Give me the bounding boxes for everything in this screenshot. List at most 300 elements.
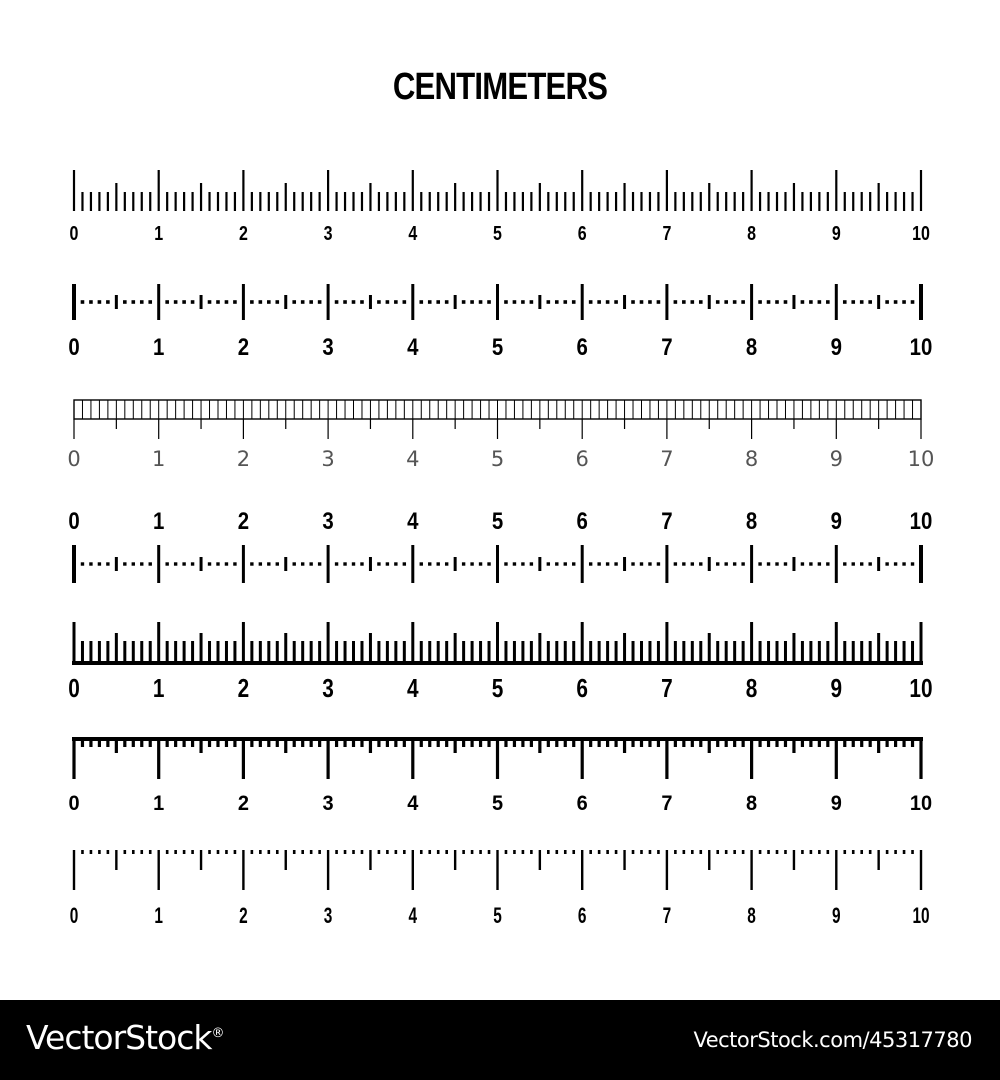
dot-tick <box>166 850 169 854</box>
tick-label: 3 <box>323 222 333 245</box>
dot-tick <box>640 562 643 565</box>
dot-tick <box>131 300 135 304</box>
dot-tick <box>89 300 93 304</box>
dot-tick <box>309 300 313 304</box>
dot-tick <box>784 300 788 304</box>
dot-tick <box>860 850 863 854</box>
dot-tick <box>233 300 237 304</box>
tick-label: 0 <box>68 791 80 816</box>
dot-tick <box>268 850 271 854</box>
dot-tick <box>902 300 906 304</box>
dot-tick <box>394 300 398 304</box>
dot-tick <box>182 562 185 565</box>
tick-label: 7 <box>661 673 673 703</box>
dot-tick <box>479 562 482 565</box>
ruler-dotted-bold-ends <box>68 284 932 360</box>
tick-label: 6 <box>575 447 589 471</box>
dot-tick <box>699 850 702 854</box>
dot-tick <box>445 562 448 565</box>
dot-tick <box>174 850 177 854</box>
dot-tick <box>843 850 846 854</box>
dot-tick <box>216 562 219 565</box>
dot-tick <box>318 562 321 565</box>
dot-tick <box>860 300 864 304</box>
dot-tick <box>352 562 355 565</box>
dot-tick <box>191 562 194 565</box>
dot-tick <box>165 300 169 304</box>
dot-tick <box>682 562 685 565</box>
dot-tick <box>140 300 144 304</box>
dot-tick <box>640 850 643 854</box>
tick-label: 2 <box>237 507 250 535</box>
tick-label: 10 <box>909 791 933 816</box>
dot-tick <box>208 850 211 854</box>
dot-tick <box>860 562 863 565</box>
dot-tick <box>250 562 253 565</box>
dot-tick <box>648 300 652 304</box>
tick-label: 4 <box>408 904 418 929</box>
dot-tick <box>234 850 237 854</box>
dot-tick <box>597 562 600 565</box>
tick-label: 1 <box>153 333 165 361</box>
dot-tick <box>868 562 871 565</box>
dot-tick <box>513 300 517 304</box>
dot-tick <box>885 300 889 304</box>
tick-label: 10 <box>909 333 933 361</box>
brand-logo <box>26 1018 224 1057</box>
tick-label: 5 <box>493 904 502 929</box>
dot-tick <box>148 300 152 304</box>
dot-tick <box>437 562 440 565</box>
tick-label: 6 <box>576 507 588 535</box>
dot-tick <box>276 562 279 565</box>
dot-tick <box>775 562 778 565</box>
dot-tick <box>267 562 270 565</box>
tick-label: 7 <box>662 904 672 929</box>
dot-tick <box>555 850 558 854</box>
dot-tick <box>911 300 915 304</box>
dot-tick <box>335 850 338 854</box>
dot-tick <box>513 562 516 565</box>
tick-label: 3 <box>323 904 333 929</box>
tick-label: 0 <box>68 673 80 703</box>
dot-tick <box>90 850 93 854</box>
dot-tick <box>360 300 364 304</box>
dot-tick <box>140 850 143 854</box>
dot-tick <box>81 562 84 565</box>
dot-tick <box>208 562 211 565</box>
tick-label: 8 <box>747 904 756 929</box>
dot-tick <box>208 300 212 304</box>
dot-tick <box>301 562 304 565</box>
dot-tick <box>903 850 906 854</box>
tick-label: 5 <box>491 791 504 816</box>
tick-label: 5 <box>491 673 504 703</box>
dot-tick <box>81 850 84 854</box>
dot-tick <box>420 562 423 565</box>
dot-tick <box>250 300 254 304</box>
tick-label: 8 <box>744 447 759 471</box>
dot-tick <box>182 300 186 304</box>
dot-tick <box>699 300 703 304</box>
dot-tick <box>758 300 762 304</box>
tick-label: 1 <box>153 791 165 816</box>
dot-tick <box>911 562 914 565</box>
dot-tick <box>301 850 304 854</box>
dot-tick <box>759 850 762 854</box>
tick-label: 2 <box>237 791 249 816</box>
dot-tick <box>657 562 660 565</box>
dot-tick <box>470 562 473 565</box>
tick-label: 9 <box>830 673 843 703</box>
dot-tick <box>344 850 347 854</box>
dot-tick <box>140 562 143 565</box>
tick-label: 8 <box>745 673 758 703</box>
dot-tick <box>394 562 397 565</box>
dot-tick <box>767 562 770 565</box>
dot-tick <box>403 300 407 304</box>
dot-tick <box>614 562 617 565</box>
dot-tick <box>801 300 805 304</box>
dot-tick <box>521 562 524 565</box>
dot-tick <box>216 300 220 304</box>
dot-tick <box>318 850 321 854</box>
brand-name: VectorStock <box>26 1018 212 1057</box>
tick-label: 8 <box>746 791 758 816</box>
dot-tick <box>505 850 508 854</box>
dot-tick <box>614 300 618 304</box>
dot-tick <box>386 850 389 854</box>
dot-tick <box>869 850 872 854</box>
dot-tick <box>563 300 567 304</box>
dot-tick <box>293 850 296 854</box>
page-title: CENTIMETERS <box>392 66 608 108</box>
dot-tick <box>191 850 194 854</box>
dot-tick <box>343 562 346 565</box>
dot-tick <box>521 300 525 304</box>
dot-tick <box>428 300 432 304</box>
dot-tick <box>225 562 228 565</box>
dot-tick <box>530 562 533 565</box>
dot-tick <box>267 300 271 304</box>
dot-tick <box>809 300 813 304</box>
dot-tick <box>826 562 829 565</box>
dot-tick <box>631 300 635 304</box>
tick-label: 2 <box>236 447 251 471</box>
dot-tick <box>343 300 347 304</box>
tick-label: 8 <box>747 222 757 245</box>
dot-tick <box>259 850 262 854</box>
dot-tick <box>309 562 312 565</box>
tick-label: 3 <box>322 673 334 703</box>
dot-tick <box>598 850 601 854</box>
dot-tick <box>395 850 398 854</box>
dot-tick <box>530 850 533 854</box>
dot-tick <box>293 562 296 565</box>
tick-label: 7 <box>661 507 673 535</box>
dot-tick <box>445 300 449 304</box>
tick-label: 5 <box>490 447 505 471</box>
dot-tick <box>386 562 389 565</box>
tick-label: 9 <box>831 222 841 245</box>
dot-tick <box>741 300 745 304</box>
tick-label: 10 <box>912 222 930 245</box>
dot-tick <box>106 562 109 565</box>
dot-tick <box>487 300 491 304</box>
tick-label: 10 <box>909 673 933 703</box>
dot-tick <box>547 562 550 565</box>
tick-label: 4 <box>407 507 419 535</box>
dot-tick <box>547 300 551 304</box>
tick-label: 2 <box>239 904 248 929</box>
dot-tick <box>292 300 296 304</box>
tick-label: 4 <box>407 791 419 816</box>
dot-tick <box>106 300 110 304</box>
dot-tick <box>471 850 474 854</box>
dot-tick <box>428 562 431 565</box>
dot-tick <box>843 300 847 304</box>
dot-tick <box>886 850 889 854</box>
dot-tick <box>310 850 313 854</box>
tick-label: 9 <box>832 904 841 929</box>
tick-label: 3 <box>322 791 334 816</box>
dot-tick <box>436 300 440 304</box>
dot-tick <box>640 300 644 304</box>
dot-tick <box>335 300 339 304</box>
tick-label: 0 <box>67 447 81 471</box>
dot-tick <box>530 300 534 304</box>
dot-tick <box>775 300 779 304</box>
footer-bar <box>0 1000 1000 1080</box>
dot-tick <box>674 562 677 565</box>
dot-tick <box>251 850 254 854</box>
dot-tick <box>818 850 821 854</box>
dot-tick <box>259 562 262 565</box>
dot-tick <box>81 300 85 304</box>
dot-tick <box>852 562 855 565</box>
tick-label: 7 <box>662 222 672 245</box>
dot-tick <box>597 300 601 304</box>
dot-tick <box>852 850 855 854</box>
dot-tick <box>225 300 229 304</box>
dot-tick <box>132 562 135 565</box>
dot-tick <box>564 562 567 565</box>
tick-label: 6 <box>577 904 587 929</box>
dot-tick <box>818 300 822 304</box>
tick-label: 6 <box>576 333 588 361</box>
dot-tick <box>716 850 719 854</box>
dot-tick <box>462 300 466 304</box>
dot-tick <box>894 850 897 854</box>
tick-label: 4 <box>407 333 419 361</box>
dot-tick <box>767 300 771 304</box>
dot-tick <box>868 300 872 304</box>
dot-tick <box>894 562 897 565</box>
tick-label: 9 <box>830 791 842 816</box>
dot-tick <box>149 850 152 854</box>
dot-tick <box>843 562 846 565</box>
tick-label: 2 <box>237 673 250 703</box>
dot-tick <box>741 562 744 565</box>
dot-tick <box>487 562 490 565</box>
image-reference: VectorStock.com/45317780 <box>693 1028 972 1052</box>
dot-tick <box>555 300 559 304</box>
dot-tick <box>784 850 787 854</box>
dot-tick <box>504 300 508 304</box>
tick-label: 2 <box>237 333 250 361</box>
dot-tick <box>174 562 177 565</box>
dot-tick <box>123 300 127 304</box>
ruler-ticks-on-baseline <box>68 622 932 703</box>
dot-tick <box>716 562 719 565</box>
dot-tick <box>801 562 804 565</box>
dot-tick <box>911 850 914 854</box>
tick-label: 4 <box>406 447 420 471</box>
dot-tick <box>437 850 440 854</box>
tick-label: 0 <box>69 222 79 245</box>
dot-tick <box>488 850 491 854</box>
dot-tick <box>352 300 356 304</box>
tick-label: 3 <box>321 447 335 471</box>
dot-tick <box>682 300 686 304</box>
dot-tick <box>589 850 592 854</box>
dot-tick <box>699 562 702 565</box>
tick-label: 7 <box>660 447 674 471</box>
tick-label: 5 <box>493 222 502 245</box>
dot-tick <box>725 850 728 854</box>
dot-tick <box>445 850 448 854</box>
dot-tick <box>419 300 423 304</box>
tick-label: 4 <box>407 673 419 703</box>
dot-tick <box>767 850 770 854</box>
dot-tick <box>827 850 830 854</box>
dot-tick <box>818 562 821 565</box>
dot-tick <box>564 850 567 854</box>
tick-label: 5 <box>491 333 504 361</box>
dot-tick <box>378 850 381 854</box>
dot-tick <box>403 850 406 854</box>
tick-label: 3 <box>322 507 334 535</box>
dot-tick <box>801 850 804 854</box>
dot-tick <box>301 300 305 304</box>
dot-tick <box>606 562 609 565</box>
dot-tick <box>462 850 465 854</box>
dot-tick <box>606 850 609 854</box>
dot-tick <box>784 562 787 565</box>
dot-tick <box>361 850 364 854</box>
dot-tick <box>98 300 102 304</box>
dot-tick <box>275 300 279 304</box>
dot-tick <box>716 300 720 304</box>
tick-label: 7 <box>661 791 673 816</box>
tick-label: 0 <box>69 904 79 929</box>
dot-tick <box>742 850 745 854</box>
tick-label: 9 <box>830 507 842 535</box>
tick-label: 5 <box>491 507 504 535</box>
dot-tick <box>572 562 575 565</box>
dot-tick <box>428 850 431 854</box>
dot-tick <box>479 300 483 304</box>
tick-label: 1 <box>153 507 165 535</box>
ruler-baseline <box>72 661 923 665</box>
dot-tick <box>233 562 236 565</box>
dot-tick <box>572 300 576 304</box>
tick-label: 0 <box>68 333 80 361</box>
tick-label: 0 <box>68 507 80 535</box>
dot-tick <box>259 300 263 304</box>
dot-tick <box>809 562 812 565</box>
tick-label: 6 <box>576 673 588 703</box>
ruler-dotted-top-labels <box>68 507 932 583</box>
dot-tick <box>632 850 635 854</box>
dot-tick <box>377 300 381 304</box>
dot-tick <box>462 562 465 565</box>
tick-label: 1 <box>154 222 164 245</box>
dot-tick <box>648 562 651 565</box>
tick-label: 9 <box>829 447 843 471</box>
dot-tick <box>183 850 186 854</box>
dot-tick <box>724 300 728 304</box>
dot-tick <box>657 300 661 304</box>
dot-tick <box>810 850 813 854</box>
ruler-comb-outline <box>67 400 934 471</box>
dot-tick <box>826 300 830 304</box>
dot-tick <box>674 850 677 854</box>
dot-tick <box>377 562 380 565</box>
dot-tick <box>217 850 220 854</box>
dot-tick <box>124 850 127 854</box>
dot-tick <box>547 850 550 854</box>
dot-tick <box>479 850 482 854</box>
dot-tick <box>360 562 363 565</box>
dot-tick <box>522 850 525 854</box>
tick-label: 3 <box>322 333 334 361</box>
tick-label: 6 <box>576 791 588 816</box>
tick-label: 1 <box>152 447 166 471</box>
dot-tick <box>589 562 592 565</box>
dot-tick <box>657 850 660 854</box>
dot-tick <box>225 850 228 854</box>
dot-tick <box>885 562 888 565</box>
dot-tick <box>733 562 736 565</box>
tick-label: 6 <box>577 222 587 245</box>
dot-tick <box>98 850 101 854</box>
tick-label: 10 <box>909 507 933 535</box>
dot-tick <box>649 850 652 854</box>
tick-label: 10 <box>912 904 930 929</box>
dot-tick <box>733 850 736 854</box>
dot-tick <box>894 300 898 304</box>
dot-tick <box>98 562 101 565</box>
tick-label: 8 <box>745 507 758 535</box>
dot-tick <box>776 850 779 854</box>
dot-tick <box>504 562 507 565</box>
tick-label: 7 <box>661 333 673 361</box>
tick-label: 1 <box>152 673 165 703</box>
tick-label: 8 <box>745 333 758 361</box>
dot-tick <box>470 300 474 304</box>
dot-tick <box>318 300 322 304</box>
dot-tick <box>352 850 355 854</box>
dot-tick <box>174 300 178 304</box>
dot-tick <box>733 300 737 304</box>
dot-tick <box>683 850 686 854</box>
ruler-dots-thin-lines <box>70 850 930 929</box>
dot-tick <box>631 562 634 565</box>
dot-tick <box>191 300 195 304</box>
ruler-ticks-under-top-bar <box>68 737 932 815</box>
dot-tick <box>403 562 406 565</box>
